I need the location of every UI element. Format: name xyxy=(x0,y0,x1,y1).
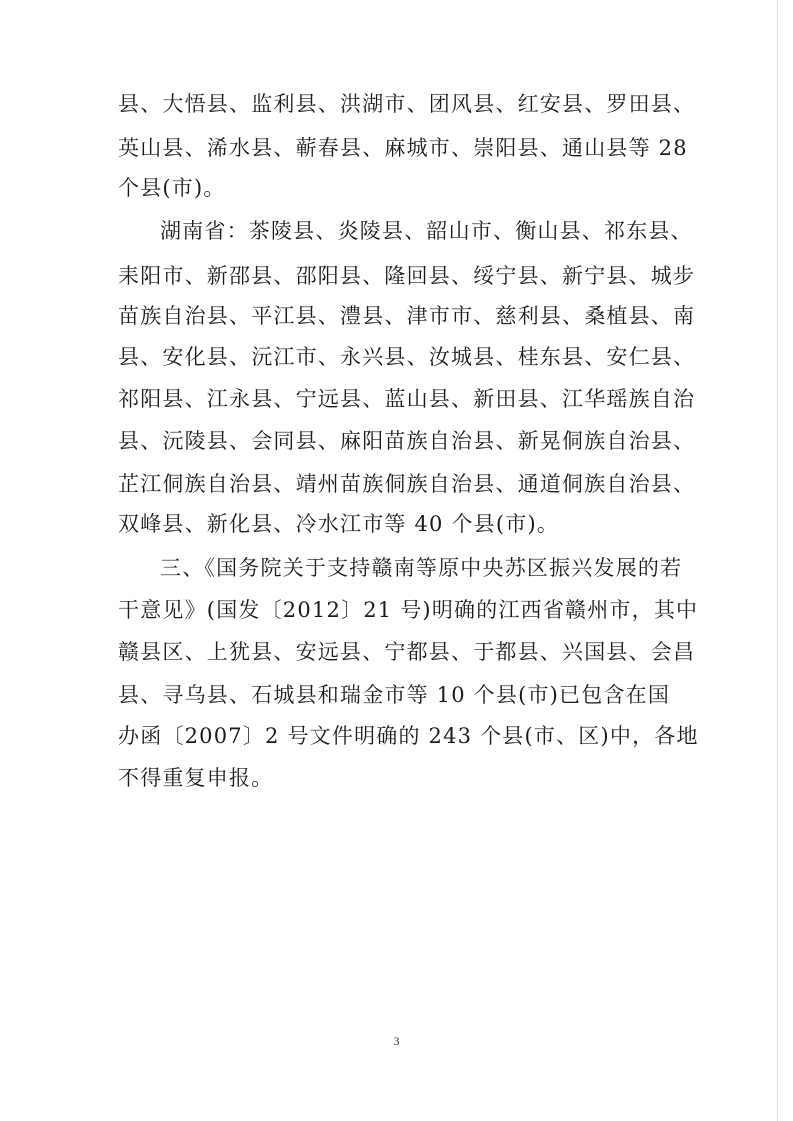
text-line-5: 耒阳市、新邵县、邵阳县、隆回县、绥宁县、新宁县、城步 xyxy=(118,264,696,288)
text-line-7: 县、安化县、沅江市、永兴县、汝城县、桂东县、安仁县、 xyxy=(118,345,696,369)
text-line-4: 湖南省：茶陵县、炎陵县、韶山市、衡山县、祁东县、 xyxy=(160,219,693,243)
text-line-17: 不得重复申报。 xyxy=(118,766,274,790)
text-line-15: 县、寻乌县、石城县和瑞金市等 10 个县(市)已包含在国 xyxy=(118,683,671,707)
text-line-9: 县、沅陵县、会同县、麻阳苗族自治县、新晃侗族自治县、 xyxy=(118,429,696,453)
text-line-16: 办函〔2007〕2 号文件明确的 243 个县(市、区)中，各地 xyxy=(118,724,699,748)
text-line-11: 双峰县、新化县、冷水江市等 40 个县(市)。 xyxy=(118,512,560,536)
text-line-3: 个县(市)。 xyxy=(118,176,226,200)
text-line-2: 英山县、浠水县、蕲春县、麻城市、崇阳县、通山县等 28 xyxy=(118,136,688,160)
text-line-8: 祁阳县、江永县、宁远县、蓝山县、新田县、江华瑶族自治 xyxy=(118,387,696,411)
text-line-10: 芷江侗族自治县、靖州苗族侗族自治县、通道侗族自治县、 xyxy=(118,472,696,496)
text-line-12: 三、《国务院关于支持赣南等原中央苏区振兴发展的若 xyxy=(160,556,683,580)
text-line-6: 苗族自治县、平江县、澧县、津市市、慈利县、桑植县、南 xyxy=(118,304,696,328)
page-number: 3 xyxy=(393,1034,400,1048)
text-line-1: 县、大悟县、监利县、洪湖市、团风县、红安县、罗田县、 xyxy=(118,92,696,116)
text-line-14: 赣县区、上犹县、安远县、宁都县、于都县、兴国县、会昌 xyxy=(118,640,696,664)
text-line-13: 干意见》(国发〔2012〕21 号)明确的江西省赣州市，其中 xyxy=(118,598,699,622)
